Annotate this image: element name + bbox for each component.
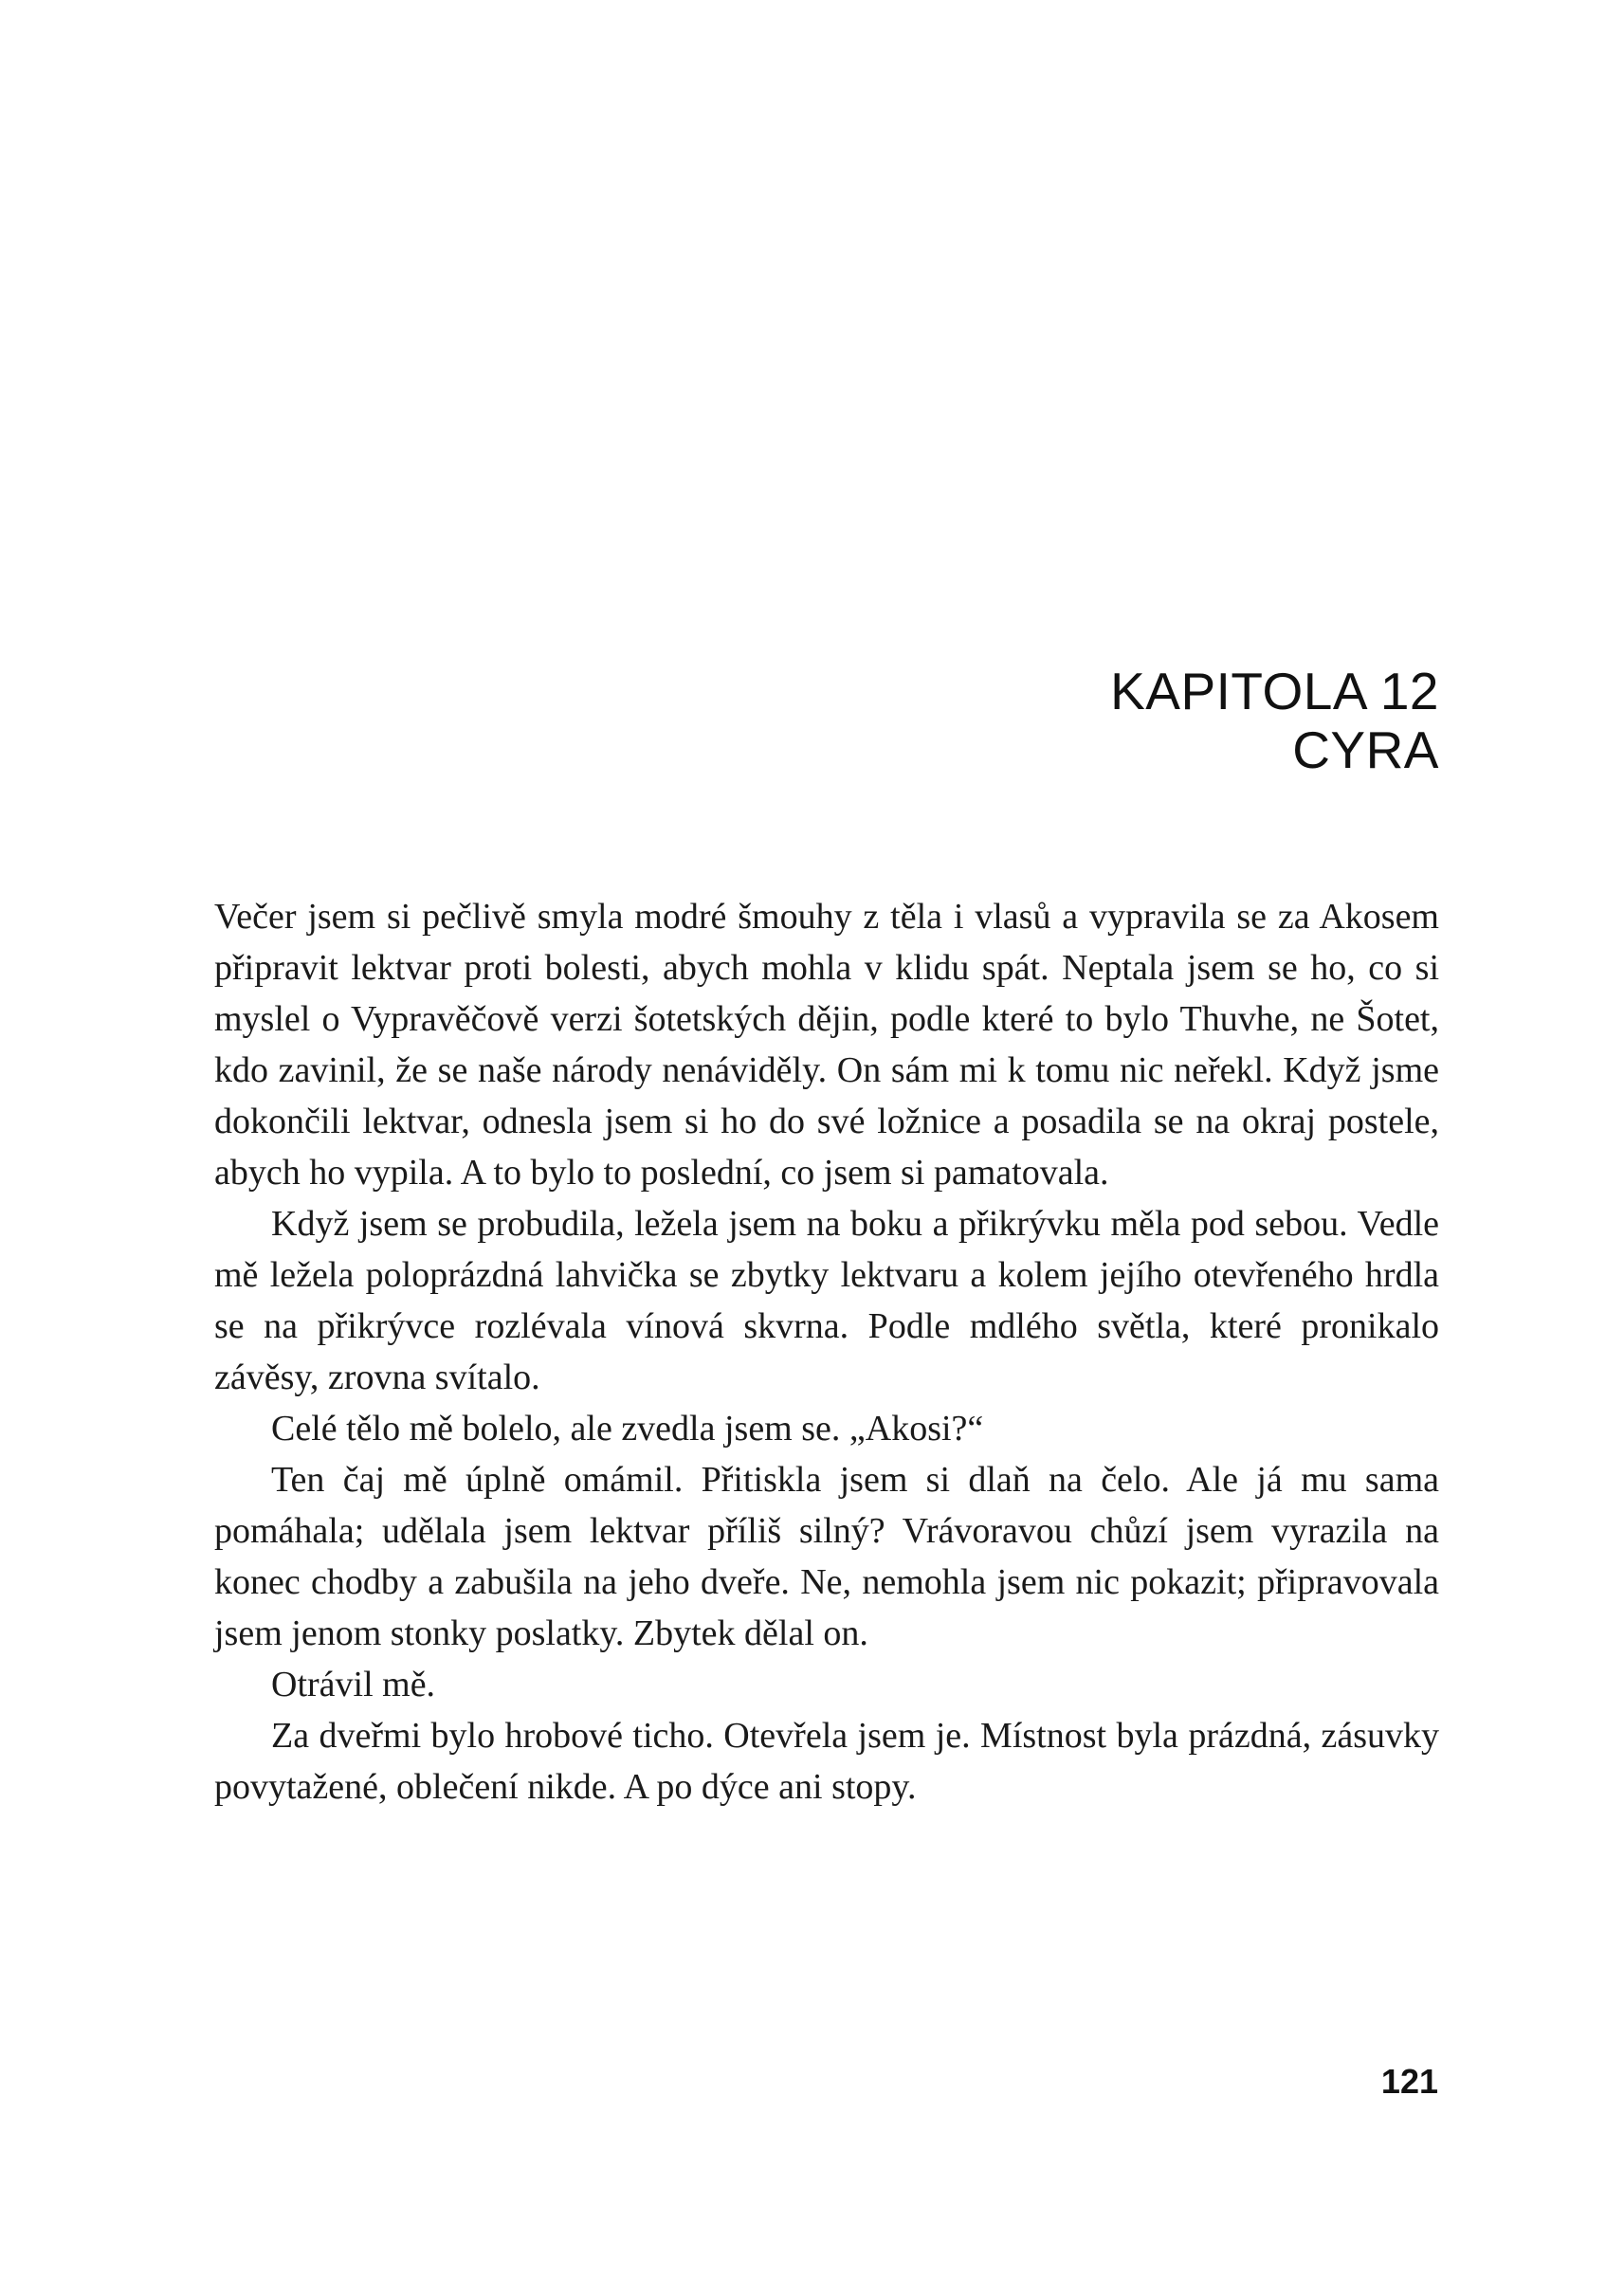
paragraph: Když jsem se probudila, ležela jsem na boku a přikrývku měla pod sebou. Vedle mě ležela poloprázdná lahvička se zbytky lektvaru a kolem jejího otevřeného hrdla se na přikrývce rozlévala vínová skvrna. Podle mdlého světla, které pronikalo závěsy, zrovna svítalo. xyxy=(214,1204,1439,1397)
paragraph: Za dveřmi bylo hrobové ticho. Otevřela jsem je. Místnost byla prázdná, zásuvky povytažené, oblečení nikde. A po dýce ani stopy. xyxy=(214,1716,1439,1807)
chapter-title: CYRA xyxy=(1292,720,1439,779)
paragraph: Večer jsem si pečlivě smyla modré šmouhy z těla i vlasů a vypravila se za Akosem připravit lektvar proti bolesti, abych mohla v klidu spát. Neptala jsem se ho, co si myslel o Vypravěčově verzi šotetských dějin, podle které to bylo Thuvhe, ne Šotet, kdo zavinil, že se naše národy nenáviděly. On sám mi k tomu nic neřekl. Když jsme dokončili lektvar, odnesla jsem si ho do své ložnice a posadila se na okraj postele, abych ho vypila. A to bylo to poslední, co jsem si pamatovala. xyxy=(214,897,1439,1193)
paragraph: Otrávil mě. xyxy=(271,1665,436,1704)
chapter-heading xyxy=(1110,662,1439,779)
paragraph: Ten čaj mě úplně omámil. Přitiskla jsem si dlaň na čelo. Ale já mu sama pomáhala; udělala jsem lektvar příliš silný? Vrávoravou chůzí jsem vyrazila na konec chodby a zabušila na jeho dveře. Ne, nemohla jsem nic pokazit; připravovala jsem jenom stonky poslatky. Zbytek dělal on. xyxy=(214,1460,1439,1653)
page-number: 121 xyxy=(1380,2062,1438,2101)
paragraph: Celé tělo mě bolelo, ale zvedla jsem se. „Akosi?“ xyxy=(271,1409,984,1449)
chapter-body-text xyxy=(214,891,1439,1813)
chapter-number: KAPITOLA 12 xyxy=(1110,662,1439,720)
